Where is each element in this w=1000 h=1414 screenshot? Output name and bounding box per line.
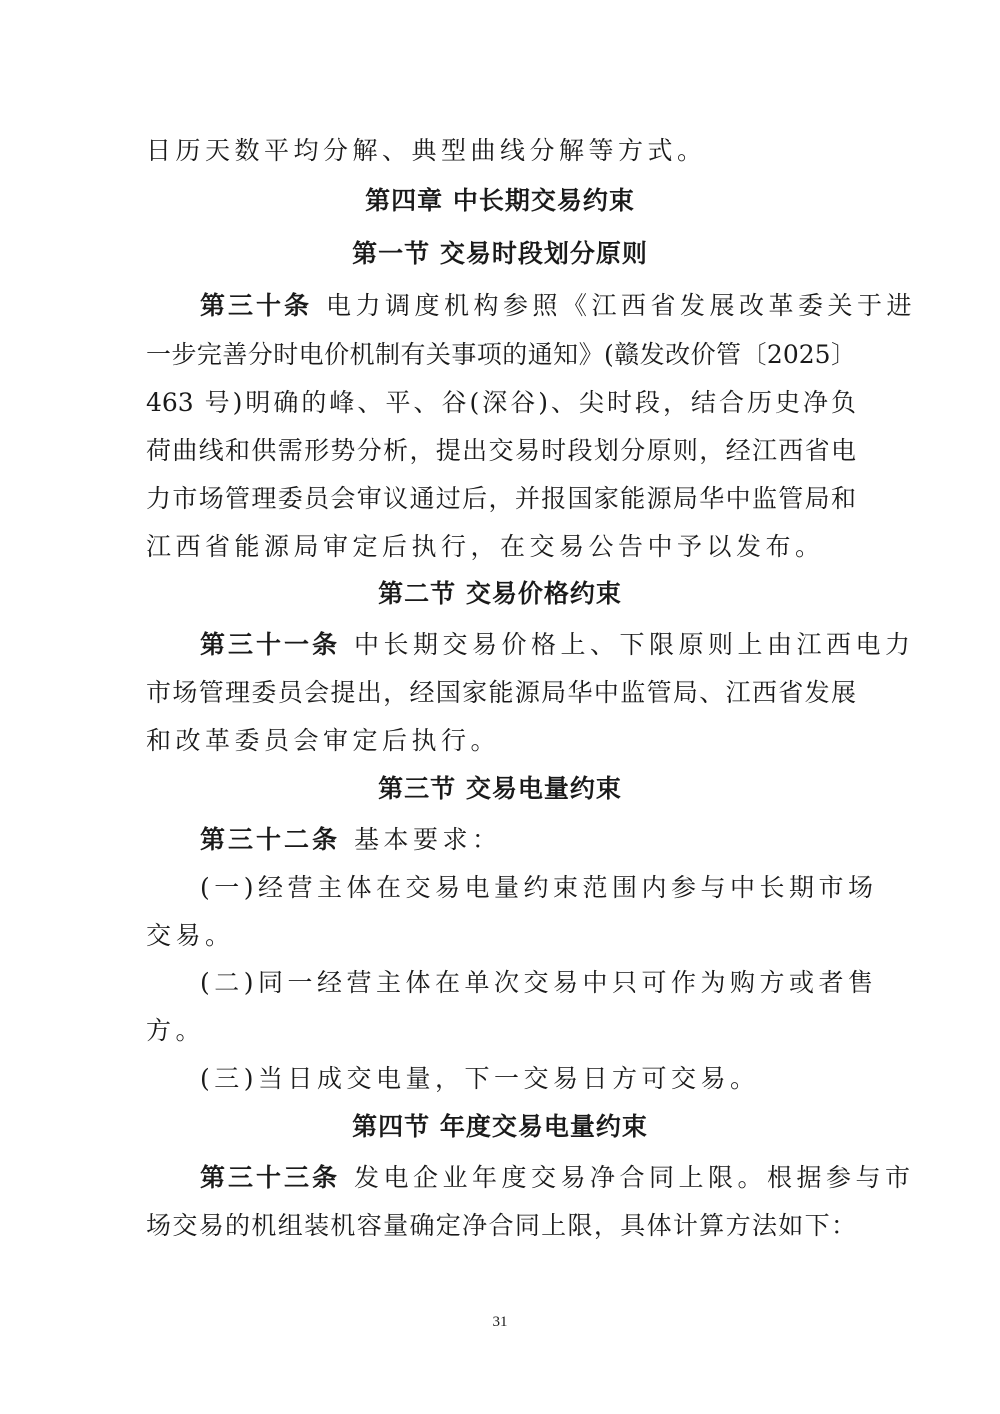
paragraph-line: 日历天数平均分解、典型曲线分解等方式。 (146, 136, 707, 165)
chapter-heading: 第四章 中长期交易约束 (365, 186, 635, 215)
page-number: 31 (492, 1314, 508, 1330)
article-32-first-line (200, 823, 856, 857)
paragraph-line: 方。 (146, 1016, 206, 1045)
paragraph-line: 市场管理委员会提出，经国家能源局华中监管局、江西省发展 (146, 678, 856, 707)
paragraph-line: 江西省能源局审定后执行，在交易公告中予以发布。 (146, 532, 825, 561)
article-text: 基本要求： (354, 825, 502, 854)
article-number: 第三十三条 (200, 1163, 341, 1192)
paragraph-line: 和改革委员会审定后执行。 (146, 726, 501, 755)
article-text: 中长期交易价格上、下限原则上由江西电力 (354, 630, 915, 659)
list-item-line: (一)经营主体在交易电量约束范围内参与中长期市场 (200, 873, 878, 902)
article-text: 电力调度机构参照《江西省发展改革委关于进 (326, 291, 917, 320)
section-heading: 第一节 交易时段划分原则 (352, 239, 648, 268)
article-30-first-line (200, 289, 917, 323)
article-number: 第三十二条 (200, 825, 341, 854)
article-31-first-line (200, 628, 915, 662)
list-item-line: (三)当日成交电量，下一交易日方可交易。 (200, 1064, 760, 1093)
article-text: 发电企业年度交易净合同上限。根据参与市 (354, 1163, 915, 1192)
section-heading: 第三节 交易电量约束 (378, 774, 622, 803)
paragraph-line: 463 号)明确的峰、平、谷(深谷)、尖时段，结合历史净负 (146, 388, 856, 417)
article-33-first-line (200, 1161, 915, 1195)
paragraph-line: 一步完善分时电价机制有关事项的通知》(赣发改价管〔2025〕 (146, 340, 856, 369)
paragraph-line: 力市场管理委员会审议通过后，并报国家能源局华中监管局和 (146, 484, 856, 513)
list-item-line: (二)同一经营主体在单次交易中只可作为购方或者售 (200, 968, 878, 997)
section-heading: 第四节 年度交易电量约束 (352, 1112, 648, 1141)
article-number: 第三十一条 (200, 630, 341, 659)
paragraph-line: 交易。 (146, 921, 235, 950)
section-heading: 第二节 交易价格约束 (378, 579, 622, 608)
paragraph-line: 场交易的机组装机容量确定净合同上限，具体计算方法如下： (146, 1211, 856, 1240)
article-number: 第三十条 (200, 291, 313, 320)
paragraph-line: 荷曲线和供需形势分析，提出交易时段划分原则，经江西省电 (146, 436, 856, 465)
